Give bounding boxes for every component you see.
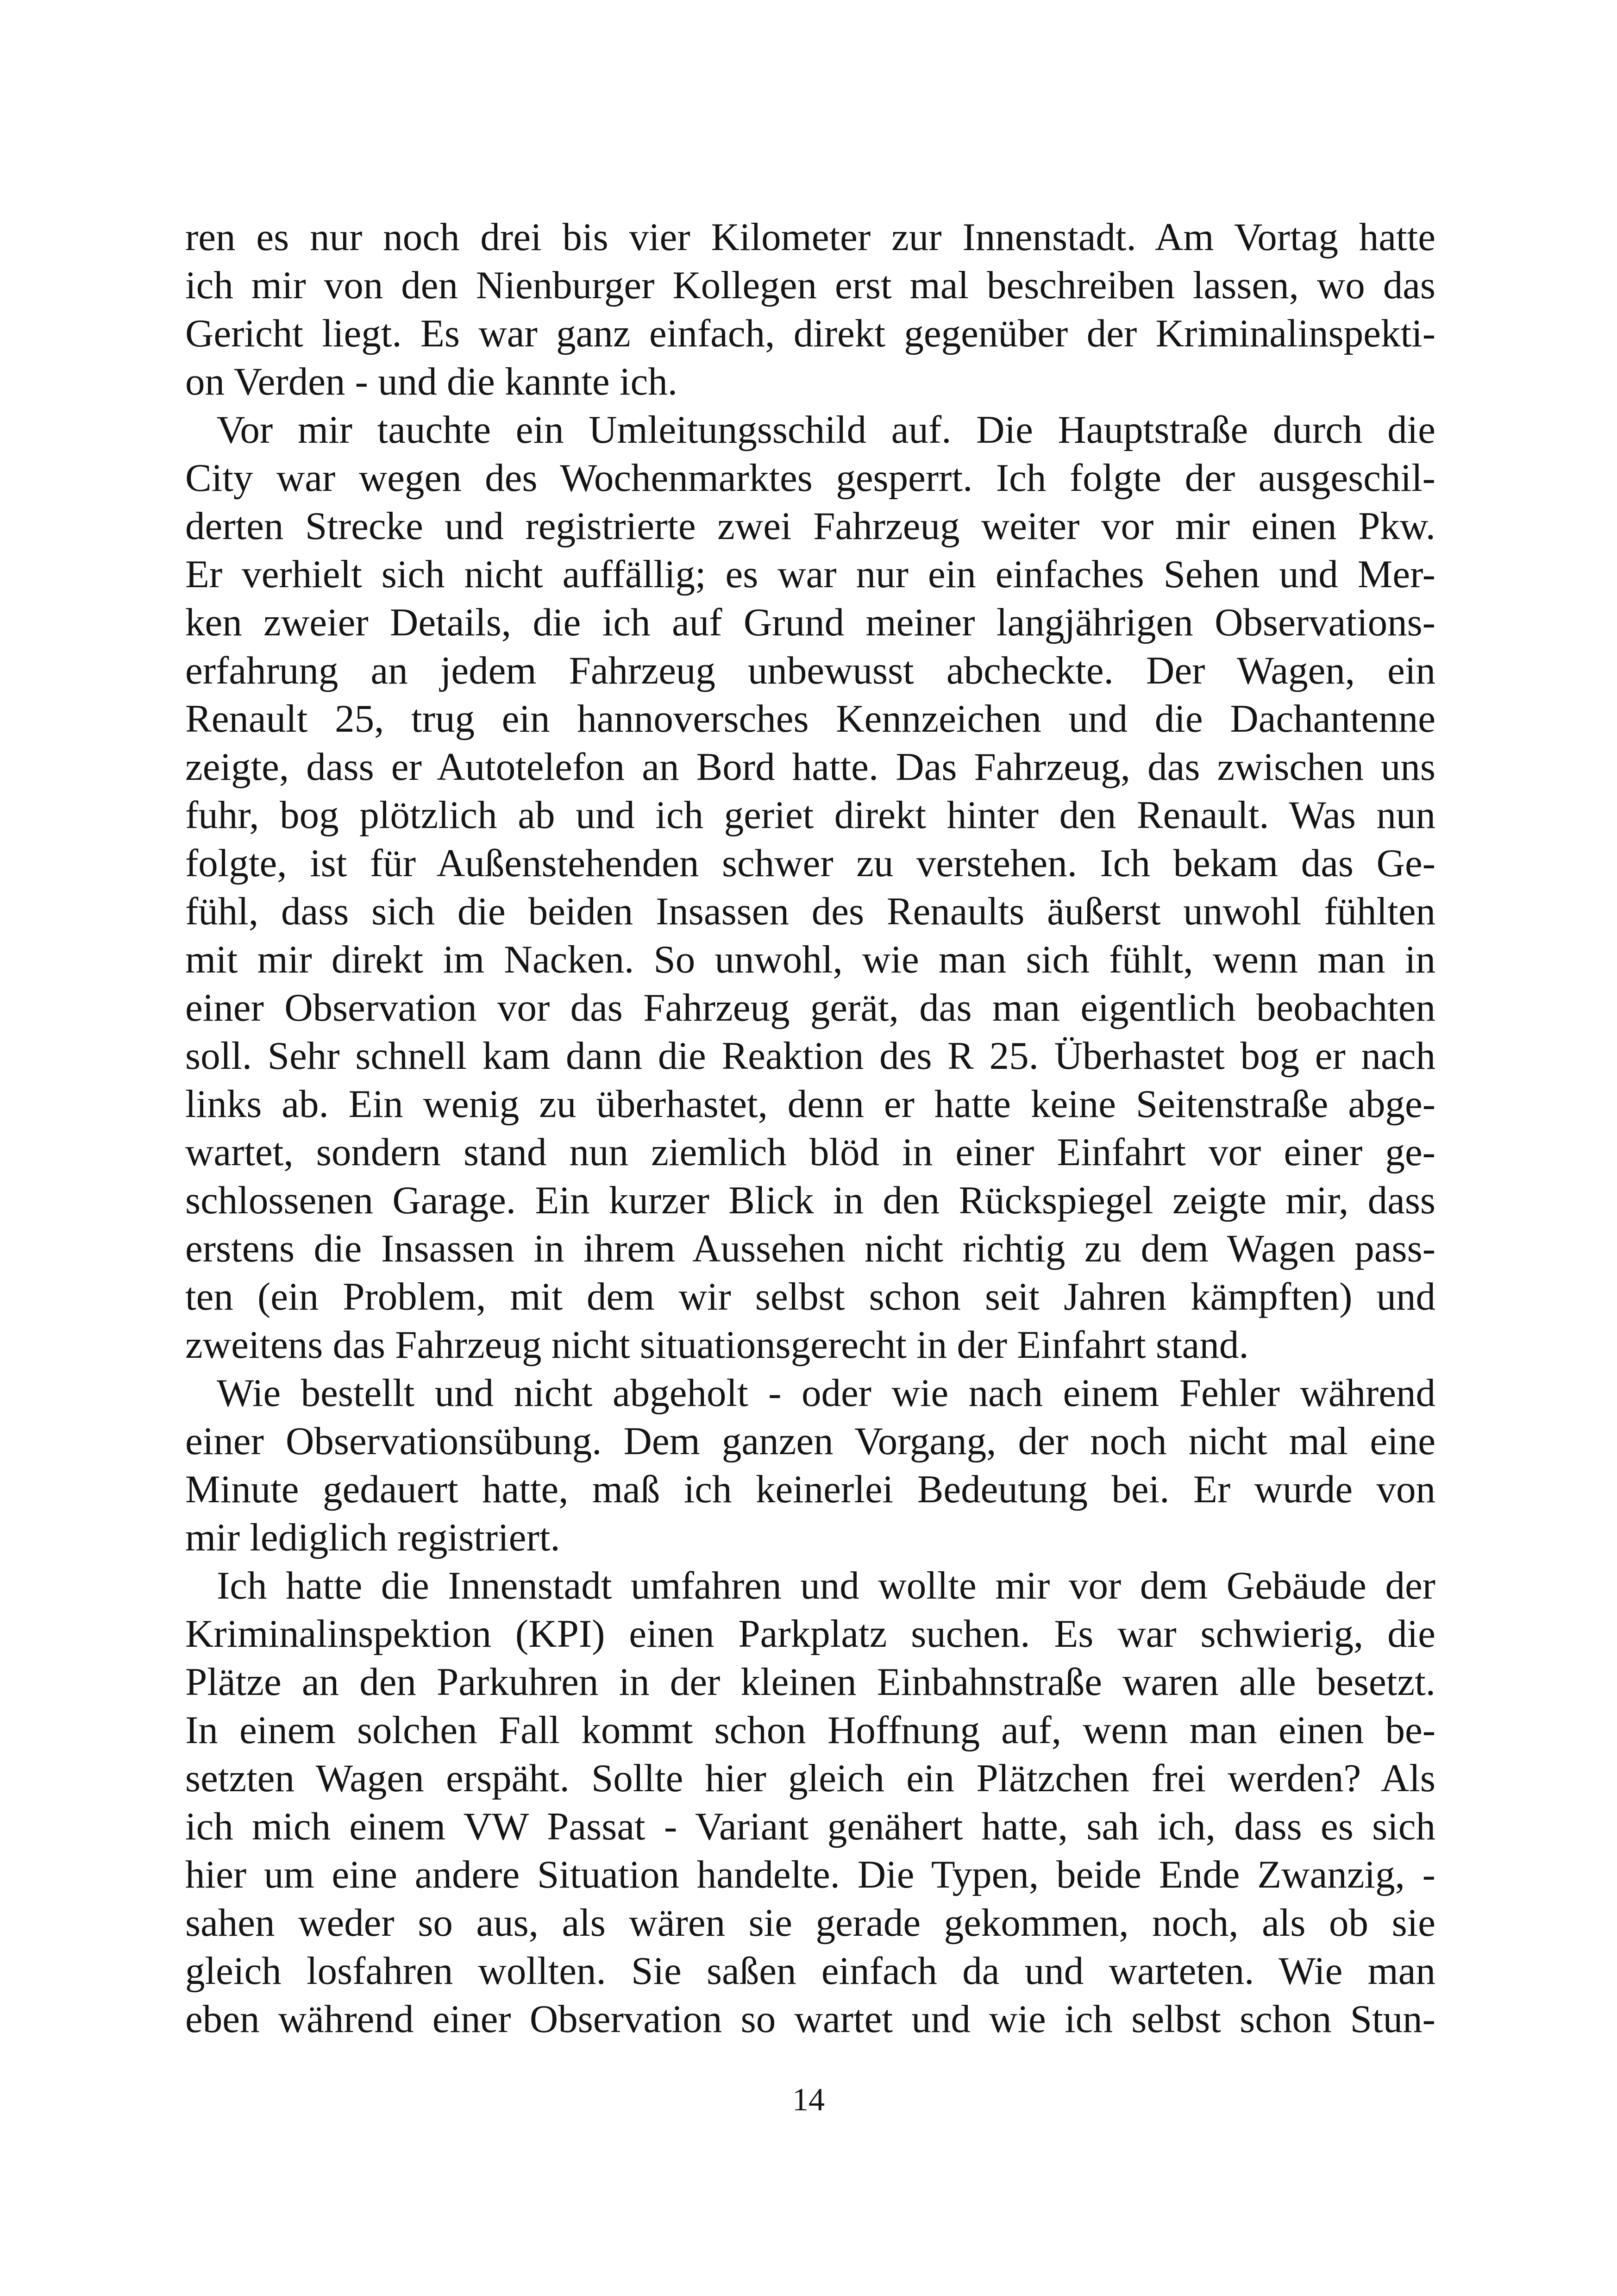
text-line: sahen weder so aus, als wären sie gerade gekommen, noch, als ob sie	[185, 1901, 1435, 1945]
text-line: gleich losfahren wollten. Sie saßen einfach da und warteten. Wie man	[185, 1949, 1435, 1993]
text-line: Wie bestellt und nicht abgeholt - oder wie nach einem Fehler während	[217, 1371, 1435, 1415]
text-line: Er verhielt sich nicht auffällig; es war nur ein einfaches Sehen und Mer-	[185, 552, 1435, 596]
text-line: zweitens das Fahrzeug nicht situationsgerecht in der Einfahrt stand.	[185, 1323, 1249, 1367]
text-line: ich mich einem VW Passat - Variant genähert hatte, sah ich, dass es sich	[185, 1805, 1435, 1848]
text-line: City war wegen des Wochenmarktes gesperrt. Ich folgte der ausgeschil-	[185, 456, 1435, 500]
text-line: In einem solchen Fall kommt schon Hoffnung auf, wenn man einen be-	[185, 1708, 1435, 1752]
paragraph	[185, 213, 1435, 406]
text-line: Gericht liegt. Es war ganz einfach, direkt gegenüber der Kriminalinspekti-	[185, 312, 1435, 355]
text-line: soll. Sehr schnell kam dann die Reaktion des R 25. Überhastet bog er nach	[185, 1034, 1435, 1078]
paragraph	[185, 1562, 1435, 2043]
text-line: eben während einer Observation so wartet und wie ich selbst schon Stun-	[185, 1997, 1435, 2041]
text-line: ren es nur noch drei bis vier Kilometer zur Innenstadt. Am Vortag hatte	[185, 215, 1435, 259]
text-line: erstens die Insassen in ihrem Aussehen nicht richtig zu dem Wagen pass-	[185, 1227, 1435, 1270]
text-line: fühl, dass sich die beiden Insassen des Renaults äußerst unwohl fühlten	[185, 890, 1435, 933]
text-line: Ich hatte die Innenstadt umfahren und wollte mir vor dem Gebäude der	[217, 1564, 1435, 1607]
text-line: Kriminalinspektion (KPI) einen Parkplatz suchen. Es war schwierig, die	[185, 1612, 1435, 1656]
body-text	[185, 213, 1435, 2043]
page-number: 14	[792, 2082, 825, 2118]
text-line: ten (ein Problem, mit dem wir selbst schon seit Jahren kämpften) und	[185, 1275, 1435, 1318]
text-line: mir lediglich registriert.	[185, 1516, 560, 1559]
text-line: hier um eine andere Situation handelte. Die Typen, beide Ende Zwanzig, -	[185, 1853, 1435, 1896]
text-line: erfahrung an jedem Fahrzeug unbewusst abcheckte. Der Wagen, ein	[185, 649, 1435, 692]
paragraph	[185, 1369, 1435, 1562]
text-line: on Verden - und die kannte ich.	[185, 360, 677, 403]
text-line: ich mir von den Nienburger Kollegen erst mal beschreiben lassen, wo das	[185, 263, 1435, 307]
text-line: derten Strecke und registrierte zwei Fahrzeug weiter vor mir einen Pkw.	[185, 504, 1435, 548]
text-line: Minute gedauert hatte, maß ich keinerlei Bedeutung bei. Er wurde von	[185, 1468, 1435, 1511]
text-line: mit mir direkt im Nacken. So unwohl, wie man sich fühlt, wenn man in	[185, 938, 1435, 981]
text-line: folgte, ist für Außenstehenden schwer zu verstehen. Ich bekam das Ge-	[185, 841, 1435, 885]
text-line: Plätze an den Parkuhren in der kleinen Einbahnstraße waren alle besetzt.	[185, 1660, 1435, 1704]
text-line: zeigte, dass er Autotelefon an Bord hatte. Das Fahrzeug, das zwischen uns	[185, 745, 1435, 789]
paragraph	[185, 406, 1435, 1369]
text-line: schlossenen Garage. Ein kurzer Blick in den Rückspiegel zeigte mir, dass	[185, 1179, 1435, 1222]
text-line: fuhr, bog plötzlich ab und ich geriet direkt hinter den Renault. Was nun	[185, 793, 1435, 837]
text-line: Vor mir tauchte ein Umleitungsschild auf. Die Hauptstraße durch die	[217, 408, 1435, 452]
text-line: links ab. Ein wenig zu überhastet, denn er hatte keine Seitenstraße abge-	[185, 1082, 1435, 1126]
text-line: ken zweier Details, die ich auf Grund meiner langjährigen Observations-	[185, 601, 1435, 644]
text-line: wartet, sondern stand nun ziemlich blöd in einer Einfahrt vor einer ge-	[185, 1130, 1435, 1174]
text-line: setzten Wagen erspäht. Sollte hier gleich ein Plätzchen frei werden? Als	[185, 1757, 1435, 1800]
text-line: einer Observation vor das Fahrzeug gerät, das man eigentlich beobachten	[185, 986, 1435, 1029]
text-line: Renault 25, trug ein hannoversches Kennzeichen und die Dachantenne	[185, 697, 1435, 740]
text-line: einer Observationsübung. Dem ganzen Vorgang, der noch nicht mal eine	[185, 1419, 1435, 1463]
